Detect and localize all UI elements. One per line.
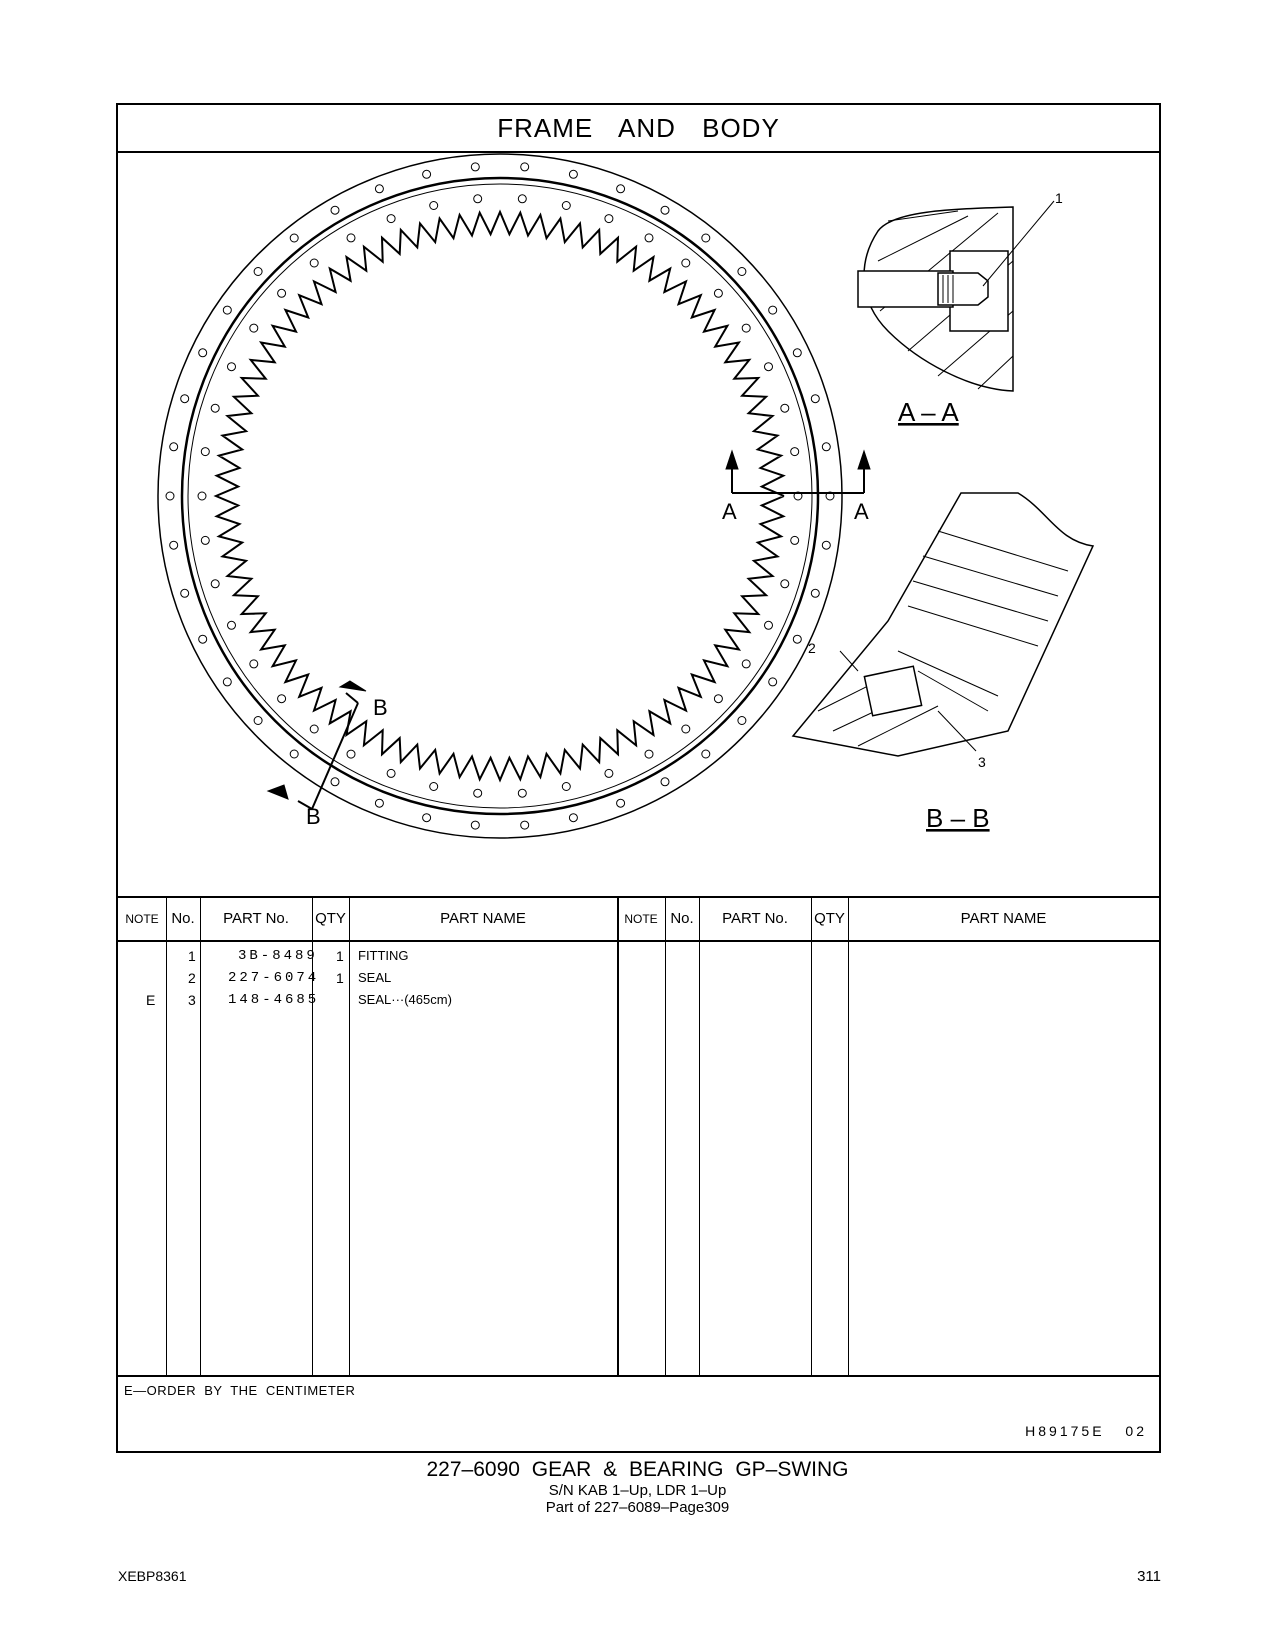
outer-bolt-holes [166, 163, 834, 829]
row-no: 3 [188, 992, 196, 1008]
header-partname-right: PART NAME [960, 910, 1047, 927]
col-rule [617, 896, 619, 1375]
col-rule [200, 896, 201, 1375]
document-id: XEBP8361 [118, 1568, 187, 1584]
parent-reference: Part of 227–6089–Page309 [545, 1499, 730, 1516]
row-qty: 1 [336, 970, 344, 986]
header-qty-left: QTY [315, 910, 346, 927]
header-note-right: NOTE [624, 912, 658, 926]
parts-sheet [116, 103, 1161, 1453]
callout-2: 2 [808, 640, 816, 656]
callout-3: 3 [978, 754, 986, 770]
detail-b-b [793, 493, 1093, 756]
col-rule [349, 896, 350, 1375]
col-rule [848, 896, 849, 1375]
group-title: 227–6090 GEAR & BEARING GP–SWING [426, 1458, 849, 1481]
header-qty-right: QTY [814, 910, 845, 927]
section-a-label-left: A [722, 499, 737, 524]
footnote-rule [118, 1375, 1159, 1377]
row-no: 1 [188, 948, 196, 964]
view-a-a-label: A – A [898, 397, 959, 427]
col-rule [699, 896, 700, 1375]
view-b-b-label: B – B [926, 803, 990, 833]
row-part-name: FITTING [358, 948, 409, 963]
header-partno-left: PART No. [223, 910, 289, 927]
col-rule [811, 896, 812, 1375]
parts-table-header [118, 896, 1159, 942]
row-part-no: 227-6074 [228, 970, 320, 986]
section-b-label-top: B [373, 695, 388, 720]
row-part-name: SEAL [358, 970, 392, 985]
section-a-label-right: A [854, 499, 869, 524]
header-no-right: No. [670, 910, 694, 927]
col-rule [312, 896, 313, 1375]
detail-a-a [858, 201, 1054, 391]
header-no-left: No. [171, 910, 195, 927]
col-rule [166, 896, 167, 1375]
parts-drawing [118, 151, 1159, 896]
header-partname-left: PART NAME [440, 910, 526, 927]
header-note-left: NOTE [125, 912, 159, 926]
footnote: E—ORDER BY THE CENTIMETER [124, 1383, 356, 1398]
section-a-marker [726, 451, 870, 493]
row-part-name: SEAL···(465cm) [358, 992, 452, 1007]
row-note: E [146, 992, 156, 1008]
sheet-title: FRAME AND BODY [118, 105, 1159, 153]
row-no: 2 [188, 970, 196, 986]
swing-bearing-ring [158, 154, 842, 838]
header-partno-right: PART No. [722, 910, 788, 927]
row-part-no: 3B-8489 [238, 948, 318, 964]
serial-range: S/N KAB 1–Up, LDR 1–Up [548, 1482, 727, 1499]
exploded-view-illustration [118, 151, 1159, 896]
col-rule [665, 896, 666, 1375]
gear-teeth [216, 212, 784, 780]
inner-bolt-holes [198, 195, 802, 797]
row-part-no: 148-4685 [228, 992, 320, 1008]
drawing-number: H89175E 02 [1025, 1423, 1147, 1439]
row-qty: 1 [336, 948, 344, 964]
callout-1: 1 [1055, 190, 1063, 206]
page-number: 311 [1137, 1568, 1161, 1585]
section-b-label-bottom: B [306, 804, 321, 829]
